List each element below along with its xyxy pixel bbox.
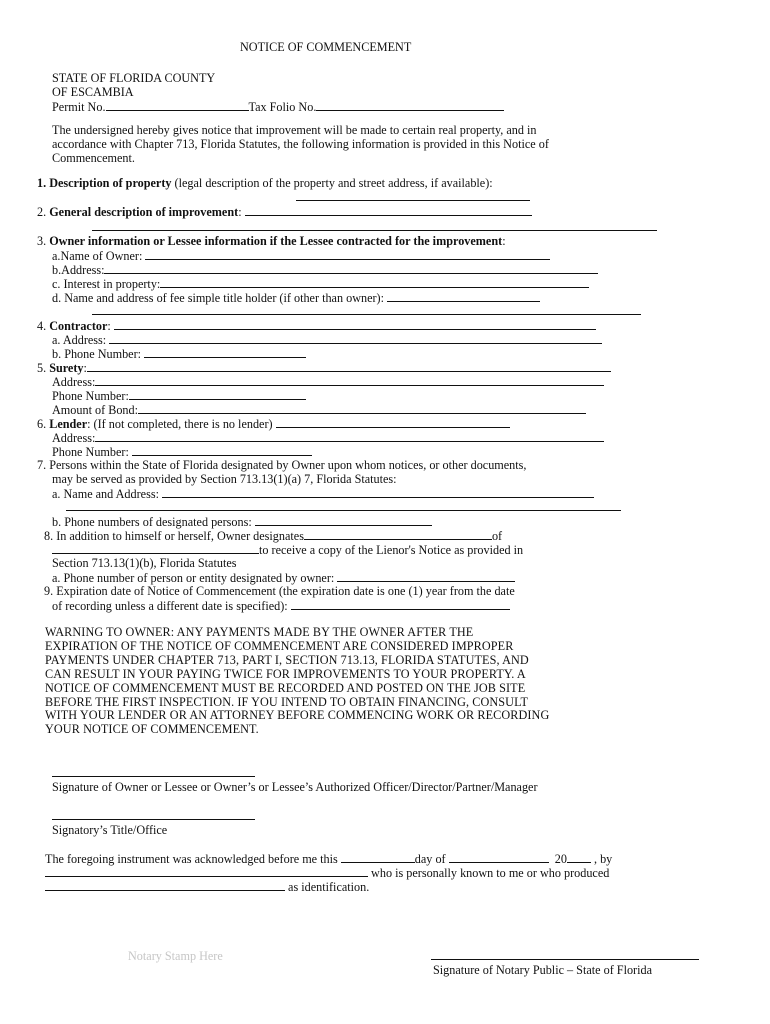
item-heading: Description of property (49, 176, 172, 190)
owner-name-row (52, 248, 550, 263)
contractor-address-field[interactable] (109, 332, 602, 344)
item-8-text: 8. In addition to himself or herself, Owner designates (44, 529, 304, 543)
ack-day-field[interactable] (341, 851, 415, 863)
designee-phone-row (52, 514, 432, 529)
page-title: NOTICE OF COMMENCEMENT (240, 40, 412, 54)
item-6 (37, 416, 510, 431)
ack-identification-text: as identification. (288, 880, 370, 894)
item-5 (37, 360, 611, 375)
lender-address-field[interactable] (95, 430, 604, 442)
item-1 (37, 176, 493, 190)
ack-by: , by (593, 852, 613, 866)
tax-folio-field[interactable] (316, 99, 504, 111)
item-2 (37, 204, 532, 219)
title-holder-field-2[interactable] (92, 314, 641, 315)
title-holder-field[interactable] (387, 290, 540, 302)
item-heading: Lender (49, 417, 88, 431)
title-holder-row (52, 290, 540, 305)
item-text: : (107, 319, 111, 333)
item-4 (37, 318, 596, 333)
state-county-line: STATE OF FLORIDA COUNTY (52, 71, 216, 85)
item-8-text-2: to receive a copy of the Lienor's Notice as provided in (259, 543, 524, 557)
intro-line: Commencement. (52, 151, 135, 165)
lender-phone-field[interactable] (132, 444, 312, 456)
surety-address-field[interactable] (95, 374, 604, 386)
lender-field[interactable] (276, 416, 510, 428)
warning-line: YOUR NOTICE OF COMMENCEMENT. (45, 722, 259, 737)
contractor-address-row (52, 332, 602, 347)
designee-name-row (52, 486, 594, 501)
notary-signature-line[interactable] (431, 959, 699, 960)
bond-label: Amount of Bond: (52, 403, 138, 417)
signatory-title-label: Signatory’s Title/Office (52, 823, 168, 837)
surety-phone-field[interactable] (129, 388, 306, 400)
lender-phone-row (52, 444, 312, 459)
signatory-title-line[interactable] (52, 819, 255, 820)
item-text: : (502, 234, 506, 248)
contractor-phone-row (52, 346, 306, 361)
additional-designee-phone-label: a. Phone number of person or entity designated by owner: (52, 571, 335, 585)
item-number: 4. (37, 319, 47, 333)
designee-phone-label: b. Phone numbers of designated persons: (52, 515, 252, 529)
item-heading: Contractor (49, 319, 108, 333)
acknowledgement-line-1 (45, 851, 612, 866)
ack-known-text: who is personally known to me or who produced (371, 866, 610, 880)
bond-field[interactable] (138, 402, 586, 414)
designee-phone-field[interactable] (255, 514, 432, 526)
improvement-description-field-2[interactable] (92, 230, 657, 231)
ack-identification-field[interactable] (45, 879, 285, 891)
surety-address-row (52, 374, 604, 389)
owner-name-label: a.Name of Owner: (52, 249, 143, 263)
ack-year-field[interactable] (567, 851, 591, 863)
item-number: 2. (37, 205, 47, 219)
item-8-of: of (491, 529, 503, 543)
item-8-line-1 (44, 528, 502, 543)
item-number: 6. (37, 417, 47, 431)
item-3 (37, 234, 506, 248)
acknowledgement-line-2 (45, 865, 609, 880)
contractor-address-label: a. Address: (52, 333, 107, 347)
item-7-line-1: 7. Persons within the State of Florida designated by Owner upon whom notices, or other documents, (37, 458, 527, 472)
owner-address-row (52, 262, 598, 277)
item-number: 5. (37, 361, 47, 375)
title-holder-label: d. Name and address of fee simple title holder (if other than owner): (52, 291, 384, 305)
permit-row (52, 99, 504, 114)
additional-designee-field[interactable] (304, 528, 492, 540)
ack-month-field[interactable] (449, 851, 549, 863)
interest-row (52, 276, 589, 291)
item-9-line-1: 9. Expiration date of Notice of Commencement (the expiration date is one (1) year from the date (44, 584, 515, 598)
item-8-line-2 (52, 542, 523, 557)
designee-name-field[interactable] (162, 486, 594, 498)
lender-address-label: Address: (52, 431, 96, 445)
item-9-line-2 (52, 598, 510, 613)
item-8-line-3: Section 713.13(1)(b), Florida Statutes (52, 556, 237, 570)
permit-label: Permit No. (52, 100, 106, 114)
warning-line: NOTICE OF COMMENCEMENT MUST BE RECORDED AND POSTED ON THE JOB SITE (45, 680, 526, 695)
interest-label: c. Interest in property: (52, 277, 161, 291)
item-heading: Owner information or Lessee information if the Lessee contracted for the improvement (49, 234, 503, 248)
item-heading: Surety (49, 361, 84, 375)
ack-person-field[interactable] (45, 865, 368, 877)
notary-signature-label: Signature of Notary Public – State of Florida (433, 963, 653, 977)
item-number: 1. (37, 176, 47, 190)
designee-name-label: a. Name and Address: (52, 487, 159, 501)
interest-field[interactable] (160, 276, 589, 288)
tax-folio-label: Tax Folio No. (248, 100, 317, 114)
contractor-field[interactable] (114, 318, 596, 330)
contractor-phone-field[interactable] (144, 346, 306, 358)
item-text: (legal description of the property and street address, if available): (171, 176, 493, 190)
item-text: : (If not completed, there is no lender) (87, 417, 273, 431)
ack-day-of: day of (414, 852, 446, 866)
owner-address-field[interactable] (104, 262, 598, 274)
designee-name-field-2[interactable] (66, 510, 621, 511)
item-9-text: of recording unless a different date is specified): (52, 599, 288, 613)
item-7-line-2: may be served as provided by Section 713.13(1)(a) 7, Florida Statutes: (52, 472, 397, 486)
warning-line: CAN RESULT IN YOUR PAYING TWICE FOR IMPROVEMENTS TO YOUR PROPERTY. A (45, 666, 526, 681)
intro-line: The undersigned hereby gives notice that improvement will be made to certain real property, and in (52, 123, 537, 137)
bond-row (52, 402, 586, 417)
item-number: 3. (37, 234, 47, 248)
ack-year-prefix: 20 (554, 852, 567, 866)
permit-number-field[interactable] (106, 99, 249, 111)
additional-designee-phone-row (52, 570, 515, 585)
improvement-description-field[interactable] (245, 204, 532, 216)
property-description-field[interactable] (296, 200, 530, 201)
warning-line: BEFORE THE FIRST INSPECTION. IF YOU INTEND TO OBTAIN FINANCING, CONSULT (45, 694, 529, 709)
expiration-date-field[interactable] (291, 598, 510, 610)
warning-line: EXPIRATION OF THE NOTICE OF COMMENCEMENT ARE CONSIDERED IMPROPER (45, 638, 514, 653)
additional-designee-phone-field[interactable] (337, 570, 515, 582)
item-text: : (238, 205, 242, 219)
ack-text: The foregoing instrument was acknowledged before me this (45, 852, 338, 866)
warning-line: PAYMENTS UNDER CHAPTER 713, PART I, SECTION 713.13, FLORIDA STATUTES, AND (45, 652, 529, 667)
surety-phone-label: Phone Number: (52, 389, 129, 403)
county-line: OF ESCAMBIA (52, 85, 134, 99)
warning-line: WARNING TO OWNER: ANY PAYMENTS MADE BY THE OWNER AFTER THE (45, 625, 474, 639)
owner-address-label: b.Address: (52, 263, 105, 277)
additional-designee-address-field[interactable] (52, 542, 259, 554)
item-heading: General description of improvement (49, 205, 239, 219)
owner-name-field[interactable] (145, 248, 550, 260)
acknowledgement-line-3 (45, 879, 369, 894)
surety-field[interactable] (87, 360, 611, 372)
owner-signature-label: Signature of Owner or Lessee or Owner’s or Lessee’s Authorized Officer/Director/Partner/Manager (52, 780, 538, 794)
surety-address-label: Address: (52, 375, 96, 389)
surety-phone-row (52, 388, 306, 403)
lender-phone-label: Phone Number: (52, 445, 129, 459)
owner-signature-line[interactable] (52, 776, 255, 777)
item-text: : (83, 361, 87, 375)
notary-stamp-placeholder: Notary Stamp Here (128, 949, 223, 963)
warning-line: WITH YOUR LENDER OR AN ATTORNEY BEFORE COMMENCING WORK OR RECORDING (45, 708, 550, 723)
contractor-phone-label: b. Phone Number: (52, 347, 142, 361)
warning-to-owner (45, 626, 685, 737)
lender-address-row (52, 430, 604, 445)
intro-line: accordance with Chapter 713, Florida Statutes, the following information is provided in this Notice of (52, 137, 549, 151)
